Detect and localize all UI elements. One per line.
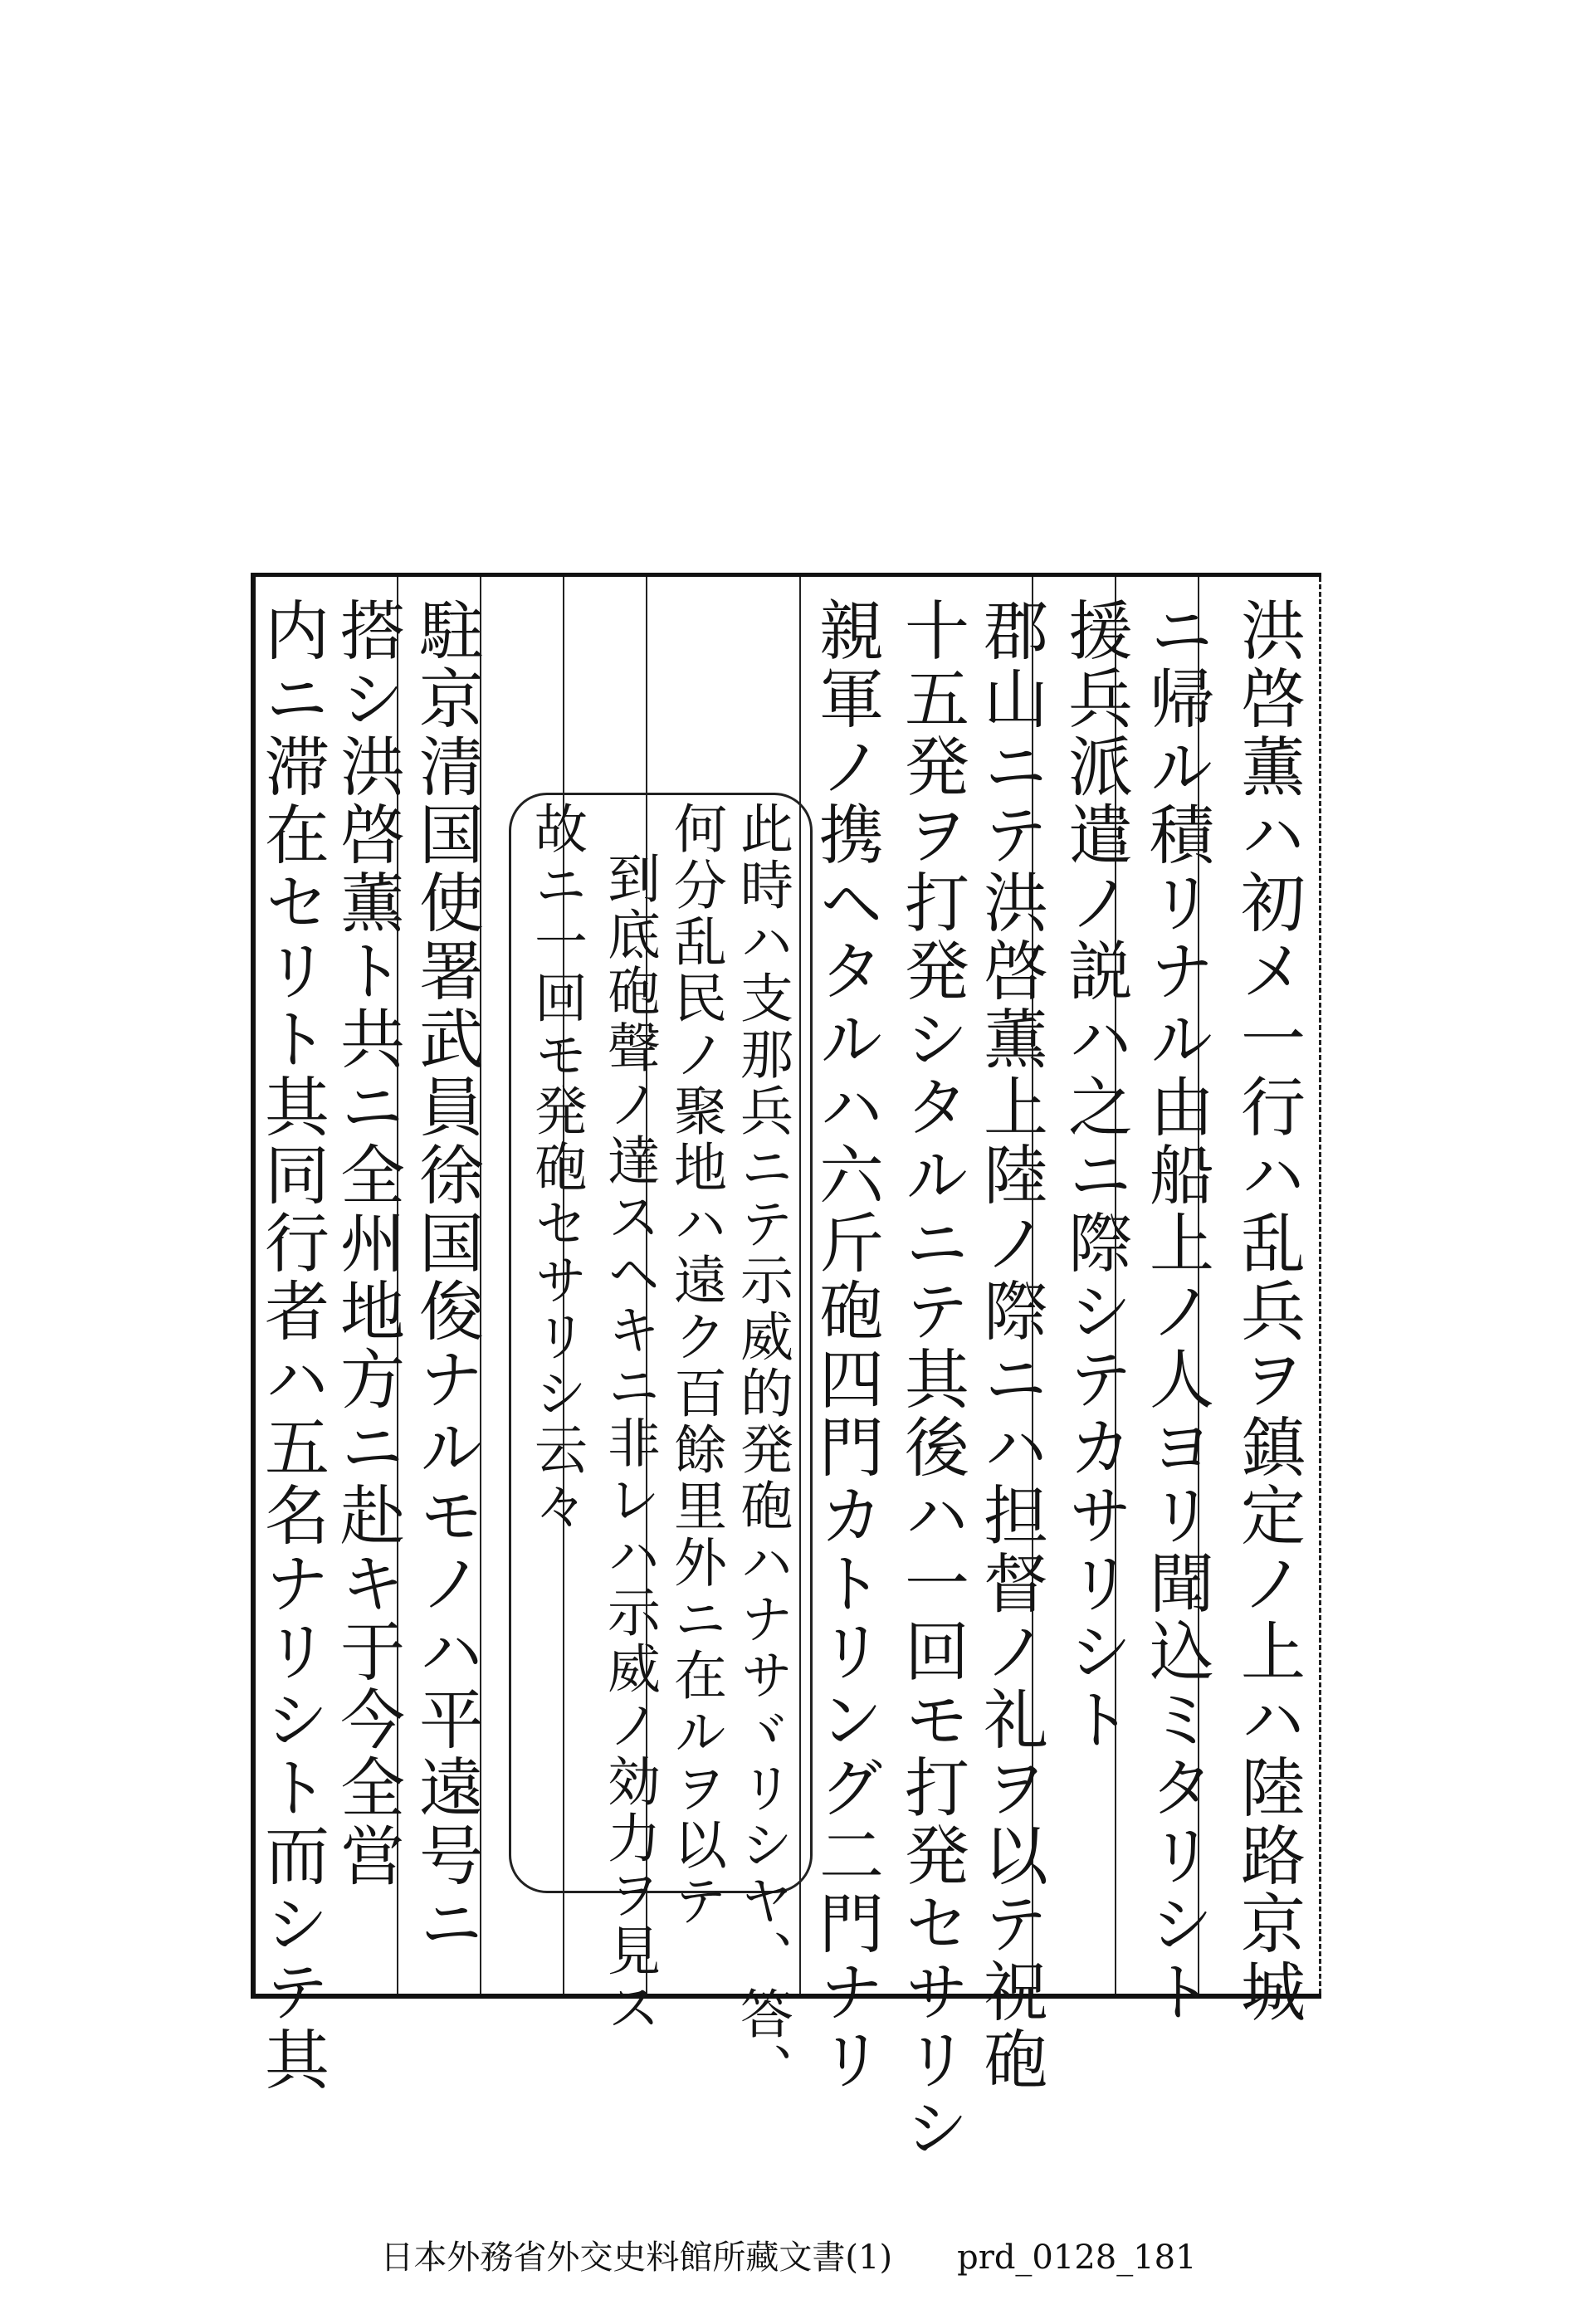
text-column-4: 郡山ニテ洪啓薫上陸ノ際ニハ担督ノ礼ヲ以テ祝砲: [973, 597, 1047, 2094]
text-column-2: ニ帰ル積リナル由船上ノ人ヨリ聞込ミタリシト: [1139, 597, 1213, 2026]
annotation-column-1: 此時ハ支那兵ニテ示威的発砲ハナサヾリシヤ、答、: [731, 801, 793, 2099]
text-column-8: 搭シ洪啓薫ト共ニ全州地方ニ赴キ于今全営: [330, 597, 404, 1890]
annotation-column-3: 到底砲聲ノ達スヘキニ非レハ示威ノ効力ヲ見ス: [598, 851, 660, 2036]
document-id: prd_0128_181: [957, 2239, 1197, 2277]
text-column-3: 援兵派遣ノ説ハ之ニ際シテカサリシト: [1057, 597, 1132, 1754]
text-column-7: 駐京清国使署武員徐国俊ナルモノハ平遠号ニ: [408, 597, 483, 1958]
archive-caption: 日本外務省外交史料館所藏文書(1): [380, 2239, 893, 2277]
text-column-6: 親軍ノ携ヘタルハ六斤砲四門カトリング二門ナリ: [808, 597, 883, 2094]
text-column-5: 十五発ヲ打発シタルニテ其後ハ一回モ打発セサリシ: [894, 597, 969, 2162]
text-column-1: 洪啓薫ハ初メ一行ハ乱兵ヲ鎮定ノ上ハ陸路京城: [1230, 597, 1305, 2026]
annotation-column-4: 故ニ一回モ発砲セサリシ云々: [525, 801, 587, 1535]
text-column-9: 内ニ滞在セリト其同行者ハ五名ナリシト而シテ其: [254, 597, 329, 2094]
manuscript-sheet: [251, 573, 1321, 2162]
annotation-column-2: 何分乱民ノ聚地ハ遠ク百餘里外ニ在ルヲ以テ: [665, 801, 726, 1930]
page-footer: [0, 2231, 1577, 2278]
